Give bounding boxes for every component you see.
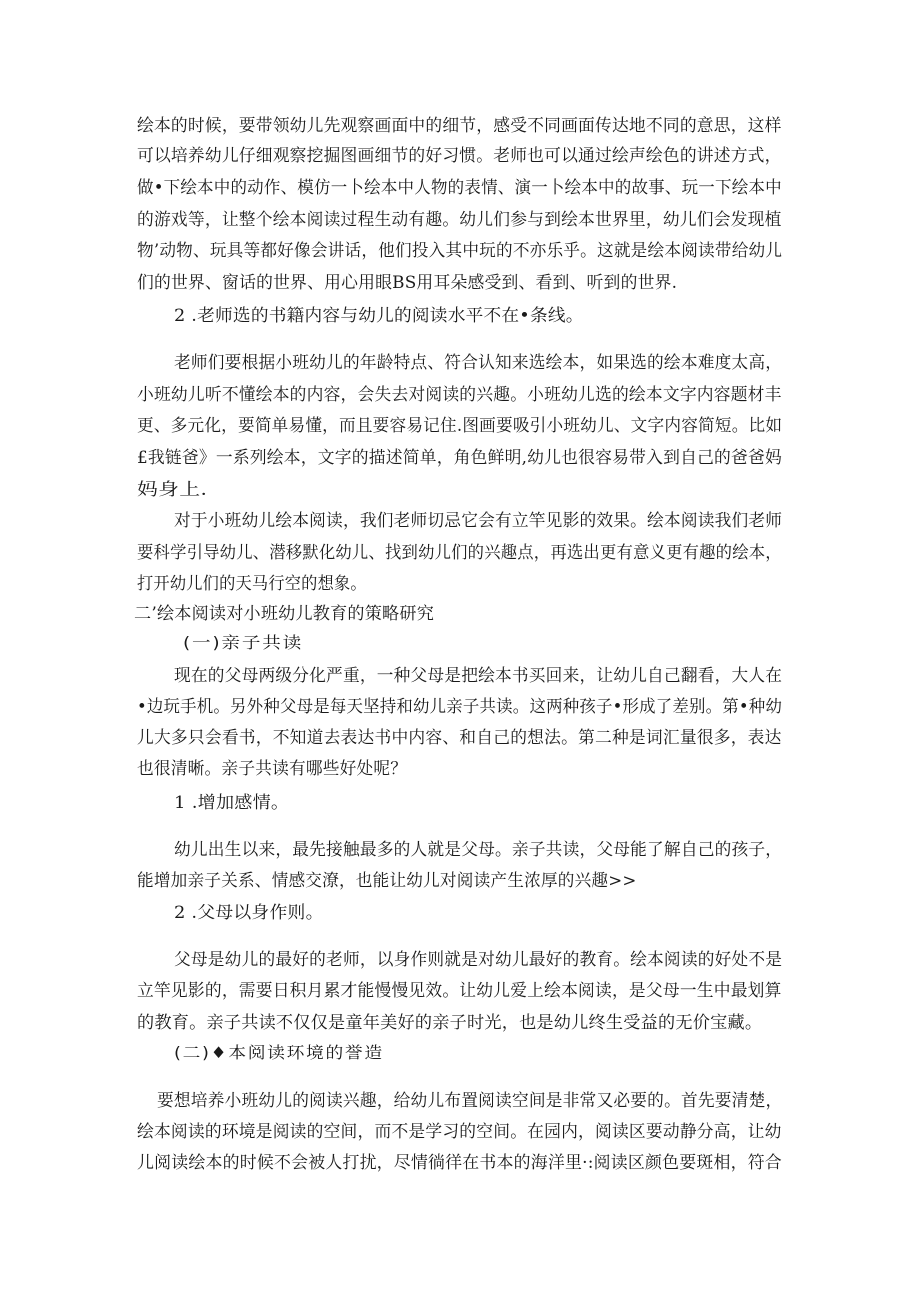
list-item-heading: 2 .父母以身作则。: [174, 903, 324, 923]
paragraph-line: 绘本阅读的环境是阅读的空间，而不是学习的空间。在园内，阅读区要动静分高，让幼: [137, 1122, 782, 1142]
paragraph-line: 现在的父母两级分化严重，一种父母是把绘本书买回来，让幼儿自己翻看，大人在: [174, 666, 783, 686]
paragraph-line: 要想培养小班幼儿的阅读兴趣，给幼儿布置阅读空间是非常又必要的。首先要清楚，: [157, 1091, 783, 1111]
list-item-heading: 2 .老师选的书籍内容与幼儿的阅读水平不在•条线。: [174, 306, 584, 326]
section-heading: 二’绘本阅读对小班幼儿教育的策略研究: [134, 604, 435, 624]
paragraph-line: 妈身上.: [137, 480, 208, 500]
paragraph-line: 老师们要根据小班幼儿的年龄特点、符合认知来选绘本，如果选的绘本难度太高，: [174, 353, 783, 373]
paragraph-line: 做•下绘本中的动作、模仿一卜绘本中人物的表情、演一卜绘本中的故事、玩一下绘本中: [137, 178, 782, 198]
paragraph-line: 对于小班幼儿绘本阅读，我们老师切忌它会有立竿见影的效果。绘本阅读我们老师: [174, 511, 783, 531]
paragraph-line: 幼儿出生以来，最先接触最多的人就是父母。亲子共读，父母能了解自己的孩子，: [174, 840, 783, 860]
paragraph-line: 的游戏等，让整个绘本阅读过程生动有趣。幼儿们参与到绘本世界里，幼儿们会发现植: [137, 210, 782, 230]
paragraph-line: 能增加亲子关系、情感交潦，也能让幼儿对阅读产生浓厚的兴趣>>: [137, 871, 637, 891]
paragraph-line: 儿阅读绘本的时候不会被人打扰，尽情徜徉在书本的海洋里·:阅读区颜色要斑相，符合: [137, 1153, 782, 1173]
paragraph-line: 绘本的时候，要带领幼儿先观察画面中的细节，感受不同画面传达地不同的意思，这样: [137, 116, 782, 136]
paragraph-line: £我链爸》一系列绘本，文字的描述简单，角色鲜明,幼儿也很容易带入到自己的爸爸妈: [137, 448, 783, 468]
paragraph-line: 们的世界、窗话的世界、用心用眼BS用耳朵感受到、看到、听到的世界.: [137, 273, 678, 293]
paragraph-line: 立竿见影的，需要日积月累才能慢慢见效。让幼儿爱上绘本阅读，是父母一生中最划算: [137, 981, 782, 1001]
paragraph-line: 的教育。亲子共读不仅仅是童年美好的亲子时光，也是幼儿终生受益的无价宝藏。: [137, 1013, 763, 1033]
paragraph-line: 也很清晰。亲子共读有哪些好处呢？: [137, 759, 408, 779]
paragraph-line: 打开幼儿们的天马行空的想象。: [137, 574, 367, 594]
paragraph-line: 父母是幼儿的最好的老师，以身作则就是对幼儿最好的教育。绘本阅读的好处不是: [174, 950, 783, 970]
paragraph-line: 要科学引导幼儿、潜移默化幼儿、找到幼儿们的兴趣点，再选出更有意义更有趣的绘本，: [137, 543, 782, 563]
paragraph-line: 物’动物、玩具等都好像会讲话，他们投入其中玩的不亦乐乎。这就是绘本阅读带给幼儿: [137, 241, 783, 261]
subsection-heading: (二)♦本阅读环境的誉造: [174, 1043, 384, 1062]
list-item-heading: 1 .增加感情。: [174, 793, 290, 813]
paragraph-line: 更、多元化，要简单易懂，而且要容易记住.图画要吸引小班幼儿、文字内容简短。比如: [137, 416, 783, 436]
paragraph-line: •边玩手机。另外种父母是每天坚持和幼儿亲子共读。这两种孩子•形成了差别。第•种幼: [137, 697, 783, 717]
subsection-heading: (一)亲子共读: [183, 633, 303, 652]
paragraph-line: 儿大多只会看书，不知道去表达书中内容、和自己的想法。第二种是词汇量很多，表达: [137, 728, 782, 748]
paragraph-line: 可以培养幼儿仔细观察挖掘图画细节的好习惯。老师也可以通过绘声绘色的讲述方式，: [137, 146, 782, 166]
paragraph-line: 小班幼儿听不懂绘本的内容，会失去对阅读的兴趣。小班幼儿选的绘本文字内容题材丰: [137, 385, 782, 405]
